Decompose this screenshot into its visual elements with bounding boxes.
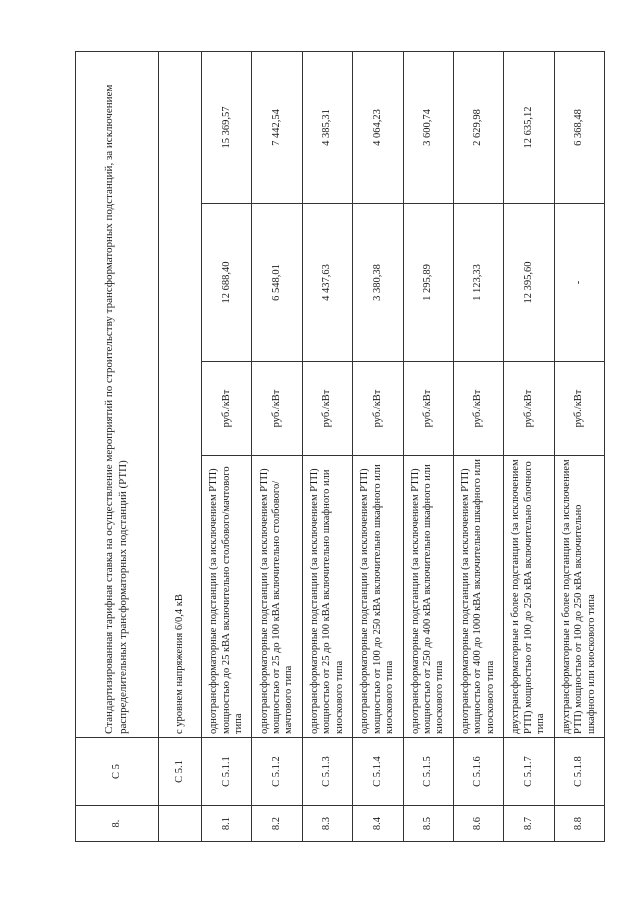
row-number: 8.2 (252, 806, 302, 842)
row-number: 8.8 (554, 806, 604, 842)
row-number: 8.6 (453, 806, 503, 842)
row-value-1: 4 437,63 (302, 204, 352, 362)
row-description: однотрансформаторные подстанции (за исключением РТП) мощностью от 100 до 250 кВА включительно шкафного или киоскового типа (353, 456, 403, 738)
table-subheader-row (159, 51, 202, 841)
row-description: двухтрансформаторные и более подстанции (за исключением РТП) мощностью от 100 до 250 кВА включительно шкафного или киоскового типа (554, 456, 604, 738)
row-unit: руб./кВт (202, 362, 252, 456)
row-code: С 5.1.2 (252, 738, 302, 806)
row-description: однотрансформаторные подстанции (за исключением РТП) мощностью от 25 до 100 кВА включительно шкафного или киоскового типа (302, 456, 352, 738)
header-number: 8. (76, 806, 159, 842)
rotated-document-sheet (75, 52, 605, 842)
row-code: С 5.1.1 (202, 738, 252, 806)
row-value-1: 1 295,89 (403, 204, 453, 362)
row-code: С 5.1.3 (302, 738, 352, 806)
header-description: Стандартизированная тарифная ставка на осуществление мероприятий по строительству трансформаторных подстанций, за исключением распределительных трансформаторных подстанций (РТП) (76, 51, 159, 737)
row-description: двухтрансформаторные и более подстанции (за исключением РТП) мощностью от 100 до 250 кВА включительно блочного типа (504, 456, 554, 738)
tariff-table (75, 51, 605, 842)
subheader-number-empty (159, 806, 202, 842)
table-row (554, 51, 604, 841)
row-number: 8.5 (403, 806, 453, 842)
row-value-2: 6 368,48 (554, 51, 604, 203)
table-row (202, 51, 252, 841)
row-number: 8.7 (504, 806, 554, 842)
row-unit: руб./кВт (252, 362, 302, 456)
row-number: 8.4 (353, 806, 403, 842)
table-row (403, 51, 453, 841)
row-value-1: 12 688,40 (202, 204, 252, 362)
row-value-1: 12 395,60 (504, 204, 554, 362)
row-number: 8.3 (302, 806, 352, 842)
row-unit: руб./кВт (403, 362, 453, 456)
row-value-2: 4 385,31 (302, 51, 352, 203)
row-code: С 5.1.4 (353, 738, 403, 806)
header-code: С 5 (76, 738, 159, 806)
row-value-1: 6 548,01 (252, 204, 302, 362)
row-value-2: 4 064,23 (353, 51, 403, 203)
table-row (252, 51, 302, 841)
row-description: однотрансформаторные подстанции (за исключением РТП) мощностью от 250 до 400 кВА включительно шкафного или киоскового типа (403, 456, 453, 738)
row-description: однотрансформаторные подстанции (за исключением РТП) мощностью от 400 до 1000 кВА включительно шкафного или киоскового типа (453, 456, 503, 738)
row-code: С 5.1.7 (504, 738, 554, 806)
row-value-2: 7 442,54 (252, 51, 302, 203)
subheader-description: с уровнем напряжения 6/0,4 кВ (159, 51, 202, 737)
table-row (504, 51, 554, 841)
row-value-1: 1 123,33 (453, 204, 503, 362)
row-value-1: 3 380,38 (353, 204, 403, 362)
row-unit: руб./кВт (504, 362, 554, 456)
row-value-1: - (554, 204, 604, 362)
row-description: однотрансформаторные подстанции (за исключением РТП) мощностью до 25 кВА включительно столбового/мачтового типа (202, 456, 252, 738)
row-code: С 5.1.8 (554, 738, 604, 806)
row-code: С 5.1.5 (403, 738, 453, 806)
subheader-code: С 5.1 (159, 738, 202, 806)
row-number: 8.1 (202, 806, 252, 842)
row-unit: руб./кВт (453, 362, 503, 456)
table-row (453, 51, 503, 841)
table-header-row (76, 51, 159, 841)
row-unit: руб./кВт (302, 362, 352, 456)
row-value-2: 12 635,12 (504, 51, 554, 203)
row-code: С 5.1.6 (453, 738, 503, 806)
table-row (353, 51, 403, 841)
row-value-2: 15 369,57 (202, 51, 252, 203)
row-value-2: 2 629,98 (453, 51, 503, 203)
table-row (302, 51, 352, 841)
row-value-2: 3 600,74 (403, 51, 453, 203)
row-description: однотрансформаторные подстанции (за исключением РТП) мощностью от 25 до 100 кВА включительно столбового/мачтового типа (252, 456, 302, 738)
row-unit: руб./кВт (353, 362, 403, 456)
row-unit: руб./кВт (554, 362, 604, 456)
